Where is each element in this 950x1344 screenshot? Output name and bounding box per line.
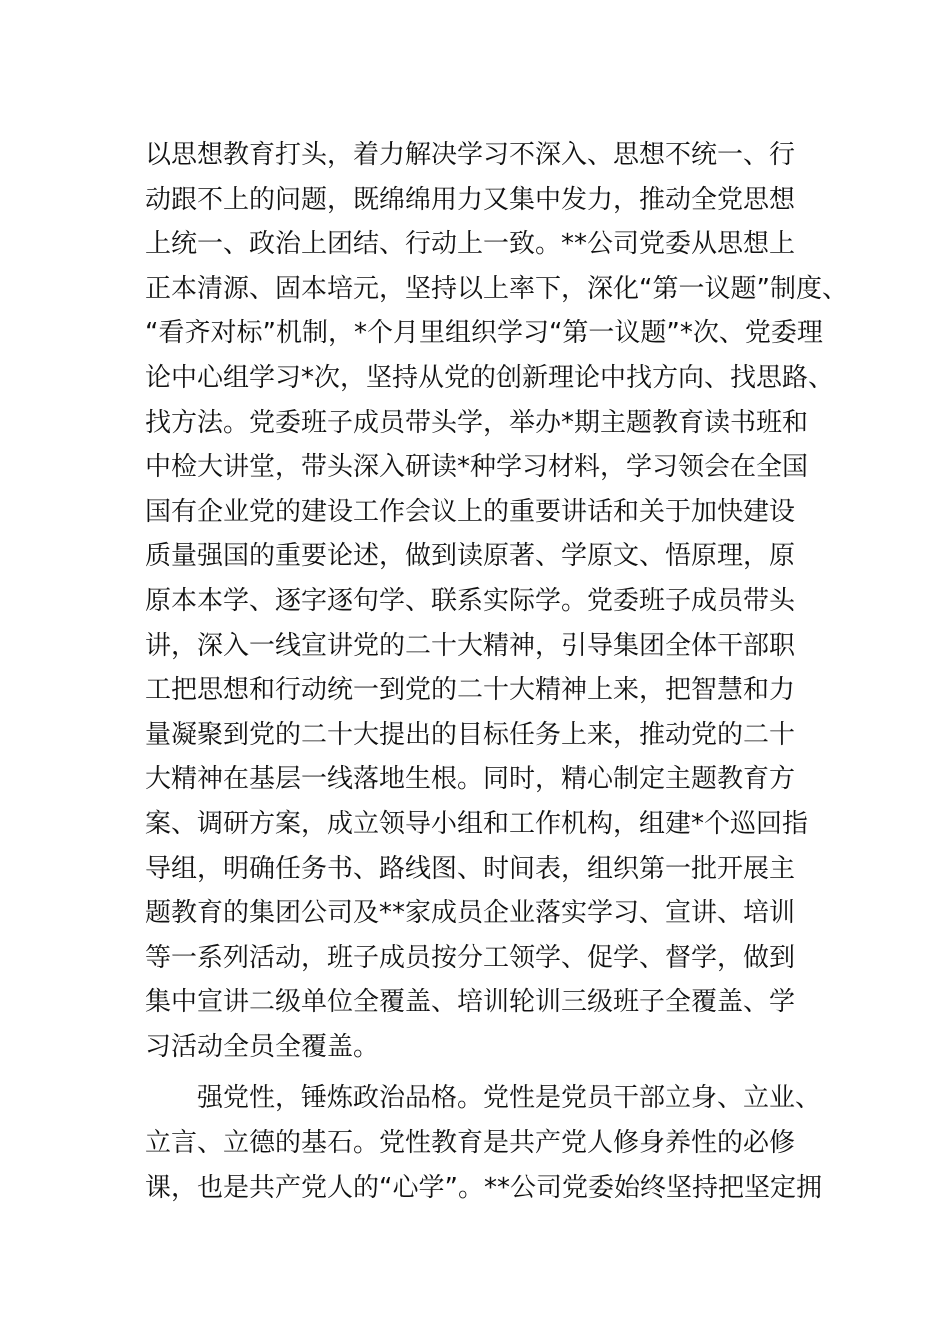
- body-text: [145, 133, 848, 1210]
- text-line: 案、调研方案，成立领导小组和工作机构，组建*个巡回指: [145, 808, 809, 839]
- text-line: 论中心组学习*次，坚持从党的创新理论中找方向、找思路、: [145, 362, 835, 393]
- text-line: 等一系列活动，班子成员按分工领学、促学、督学，做到: [145, 942, 796, 973]
- paragraph-1: [145, 133, 848, 1069]
- text-line: 课，也是共产党人的“心学”。**公司党委始终坚持把坚定拥: [145, 1172, 822, 1203]
- text-line: 国有企业党的建设工作会议上的重要讲话和关于加快建设: [145, 496, 796, 527]
- text-line: 讲，深入一线宣讲党的二十大精神，引导集团全体干部职: [145, 630, 796, 661]
- paragraph-2: [145, 1076, 825, 1210]
- text-line: 习活动全员全覆盖。: [145, 1031, 380, 1062]
- text-line: 强党性，锤炼政治品格。党性是党员干部立身、立业、: [197, 1083, 822, 1114]
- text-line: 立言、立德的基石。党性教育是共产党人修身养性的必修: [145, 1128, 796, 1159]
- text-line: 质量强国的重要论述，做到读原著、学原文、悟原理，原: [145, 541, 796, 572]
- text-line: 集中宣讲二级单位全覆盖、培训轮训三级班子全覆盖、学: [145, 987, 796, 1018]
- text-line: 以思想教育打头，着力解决学习不深入、思想不统一、行: [145, 140, 796, 170]
- text-line: 大精神在基层一线落地生根。同时，精心制定主题教育方: [145, 764, 796, 795]
- text-line: “看齐对标”机制，*个月里组织学习“第一议题”*次、党委理: [145, 318, 823, 349]
- text-line: 题教育的集团公司及**家成员企业落实学习、宣讲、培训: [145, 898, 796, 929]
- text-line: 上统一、政治上团结、行动上一致。**公司党委从思想上: [145, 229, 796, 260]
- paragraph-gap: [145, 1069, 825, 1076]
- text-line: 导组，明确任务书、路线图、时间表，组织第一批开展主: [145, 853, 796, 884]
- text-line: 动跟不上的问题，既绵绵用力又集中发力，推动全党思想: [145, 184, 796, 215]
- text-line: 原本本学、逐字逐句学、联系实际学。党委班子成员带头: [145, 585, 796, 616]
- text-line: 中检大讲堂，带头深入研读*种学习材料，学习领会在全国: [145, 452, 809, 483]
- text-line: 正本清源、固本培元，坚持以上率下，深化“第一议题”制度、: [145, 273, 848, 304]
- text-line: 量凝聚到党的二十大提出的目标任务上来，推动党的二十: [145, 719, 796, 750]
- text-line: 工把思想和行动统一到党的二十大精神上来，把智慧和力: [145, 675, 796, 706]
- text-line: 找方法。党委班子成员带头学，举办*期主题教育读书班和: [145, 407, 809, 438]
